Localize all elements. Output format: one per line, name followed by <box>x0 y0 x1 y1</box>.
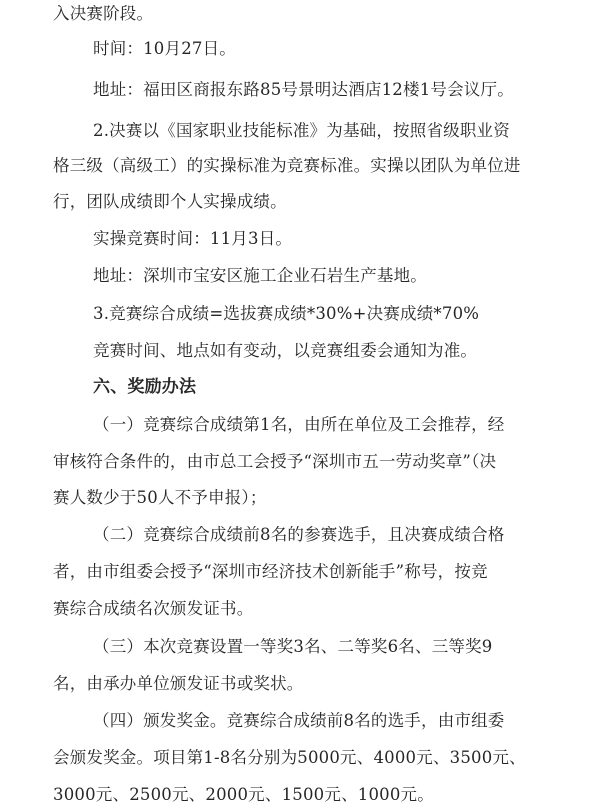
text-line: 时间：10月27日。 <box>93 39 236 58</box>
text-line: 竞赛时间、地点如有变动，以竞赛组委会通知为准。 <box>93 341 478 360</box>
section-heading: 六、奖励办法 <box>93 377 197 397</box>
text-line: 地址：深圳市宝安区施工企业石岩生产基地。 <box>93 266 427 285</box>
text-line: （四）颁发奖金。竞赛综合成绩前8名的选手，由市组委 <box>93 711 505 730</box>
text-line: 2.决赛以《国家职业技能标准》为基础，按照省级职业资 <box>93 121 510 140</box>
text-line: 赛人数少于50人不予申报）； <box>53 488 267 507</box>
text-line: 入决赛阶段。 <box>53 4 154 23</box>
text-line: （一）竞赛综合成绩第1名，由所在单位及工会推荐，经 <box>93 415 505 434</box>
text-line: 者，由市组委会授予“深圳市经济技术创新能手”称号，按竞 <box>53 562 488 581</box>
text-line: 审核符合条件的，由市总工会授予“深圳市五一劳动奖章”（决 <box>53 452 497 471</box>
text-line: 格三级（高级工）的实操标准为竞赛标准。实操以团队为单位进 <box>53 156 521 175</box>
text-line: 会颁发奖金。项目第1-8名分别为5000元、4000元、3500元、 <box>53 748 526 767</box>
text-line: 实操竞赛时间：11月3日。 <box>93 229 293 248</box>
text-line: （三）本次竞赛设置一等奖3名、二等奖6名、三等奖9 <box>93 637 493 656</box>
text-line: 3000元、2500元、2000元、1500元、1000元。 <box>53 785 434 804</box>
text-line: 行，团队成绩即个人实操成绩。 <box>53 192 287 211</box>
text-line: （二）竞赛综合成绩前8名的参赛选手，且决赛成绩合格 <box>93 525 505 544</box>
text-line: 3.竞赛综合成绩=选拔赛成绩*30%+决赛成绩*70% <box>93 304 480 323</box>
text-line: 名，由承办单位颁发证书或奖状。 <box>53 674 304 693</box>
text-line: 地址：福田区商报东路85号景明达酒店12楼1号会议厅。 <box>93 80 514 99</box>
text-line: 赛综合成绩名次颁发证书。 <box>53 599 254 618</box>
